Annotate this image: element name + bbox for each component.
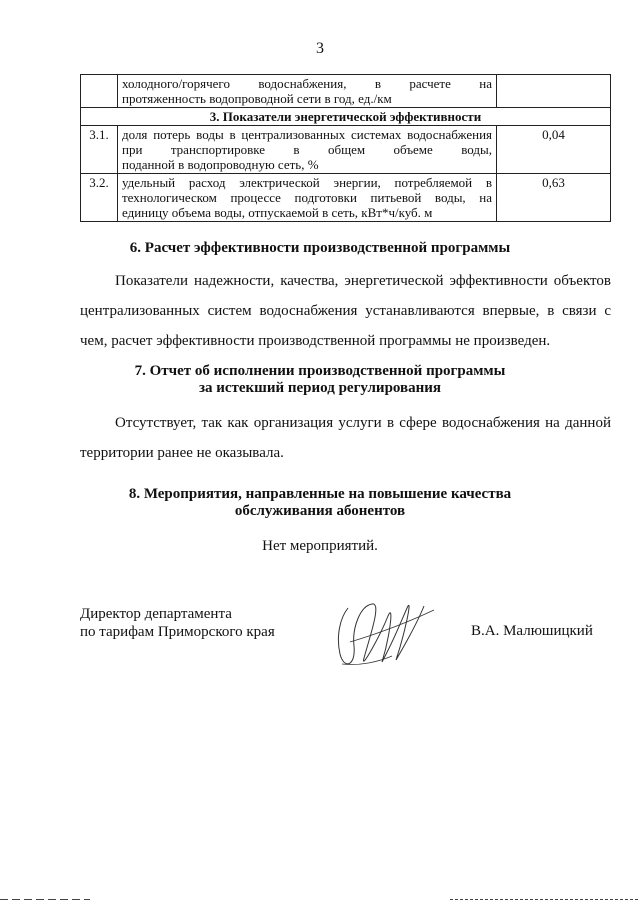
desc-line: поданной в водопроводную сеть, % xyxy=(122,157,319,172)
section8-title xyxy=(0,486,640,520)
desc-line: технологическом процессе подготовки питьевой воды, на xyxy=(122,190,492,205)
table-cell-value: 0,63 xyxy=(497,174,611,222)
desc-line: доля потерь воды в централизованных системах xyxy=(122,127,402,142)
table-cell-desc xyxy=(118,126,497,174)
signer-position-line2: по тарифам Приморского края xyxy=(80,624,275,640)
signer-name: В.А. Малюшицкий xyxy=(471,623,593,639)
section8-text: Нет мероприятий. xyxy=(262,538,378,554)
handwritten-signature xyxy=(330,596,440,674)
section8-title-line1: 8. Мероприятия, направленные на повышение качества xyxy=(128,486,512,502)
section6-text: Показатели надежности, качества, энергетической эффективности объектов централизованных систем водоснабжения устанавливаются впервые, в связи с чем, расчет эффективности производственной программы не произведен. xyxy=(80,273,611,349)
table-section-row xyxy=(81,108,611,126)
section6-paragraph xyxy=(80,266,611,356)
desc-line: единицу объема воды, отпускаемой в сеть, кВт*ч/куб. м xyxy=(122,205,433,220)
table-cell-value xyxy=(497,75,611,108)
table-row xyxy=(81,174,611,222)
desc-line: холодного/горячего водоснабжения, в расчете на xyxy=(122,76,492,91)
footer-scan-marks xyxy=(0,898,640,901)
desc-line: протяженность водопроводной сети в год, ед./км xyxy=(122,91,392,106)
table-row xyxy=(81,126,611,174)
section7-title-line1: 7. Отчет об исполнении производственной программы xyxy=(134,363,506,379)
section7-title-line2: за истекший период регулирования xyxy=(198,380,442,396)
section7-text: Отсутствует, так как организация услуги в сфере водоснабжения на данной территории ранее не оказывала. xyxy=(80,415,611,461)
table-cell-desc xyxy=(118,174,497,222)
table-row xyxy=(81,75,611,108)
signer-position xyxy=(80,605,275,641)
page-number: 3 xyxy=(316,40,324,57)
section7-title xyxy=(0,363,640,397)
table-cell-value: 0,04 xyxy=(497,126,611,174)
table-cell-num xyxy=(81,75,118,108)
indicators-table xyxy=(80,74,611,222)
desc-line: водоснабжения при транспортировке в общем объеме воды, xyxy=(122,127,493,157)
signer-position-line1: Директор департамента xyxy=(80,606,232,622)
table-cell-desc xyxy=(118,75,497,108)
table-section-title: 3. Показатели энергетической эффективности xyxy=(81,108,611,126)
desc-line: удельный расход электрической энергии, потребляемой в xyxy=(122,175,492,190)
section6-title: 6. Расчет эффективности производственной программы xyxy=(129,240,511,256)
table-cell-num: 3.1. xyxy=(81,126,118,174)
section8-title-line2: обслуживания абонентов xyxy=(234,503,406,519)
table-cell-num: 3.2. xyxy=(81,174,118,222)
section7-paragraph xyxy=(80,408,611,468)
